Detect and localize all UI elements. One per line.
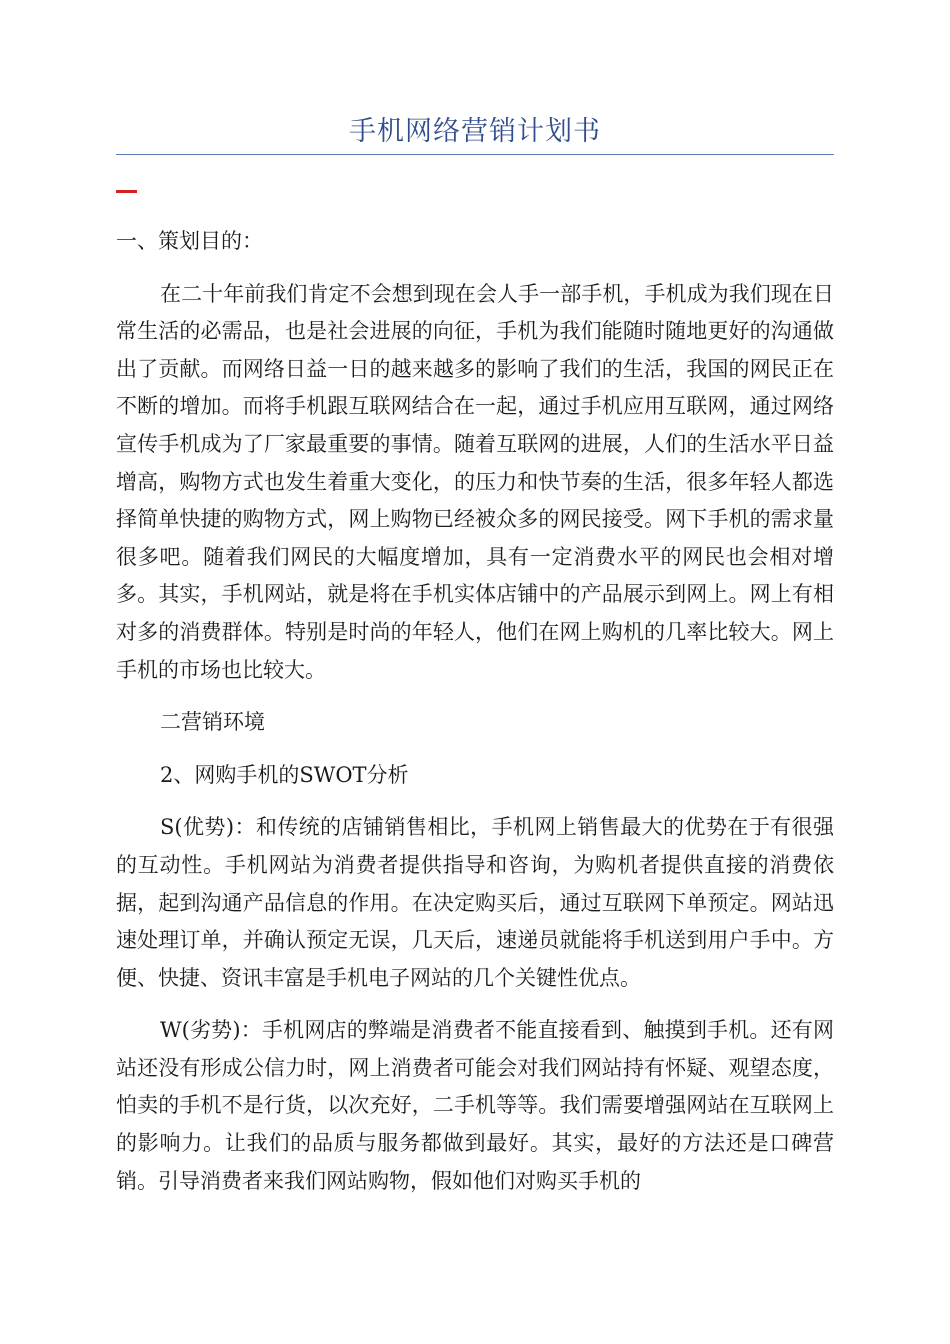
section-heading-swot: 2、网购手机的SWOT分析 <box>160 762 409 787</box>
paragraph-weaknesses: W(劣势)：手机网店的弊端是消费者不能直接看到、触摸到手机。还有网站还没有形成公信力时，网上消费者可能会对我们网站持有怀疑、观望态度，怕卖的手机不是行货，以次充好，二手机等等。我们需要增强网站在互联网上的影响力。让我们的品质与服务都做到最好。其实，最好的方法还是口碑营销。引导消费者来我们网站购物，假如他们对购买手机的 <box>116 1018 834 1193</box>
document-title: 手机网络营销计划书 <box>349 116 601 147</box>
paragraph-strengths: S(优势)：和传统的店铺销售相比，手机网上销售最大的优势在于有很强的互动性。手机网站为消费者提供指导和咨询，为购机者提供直接的消费依据，起到沟通产品信息的作用。在决定购买后，通过互联网下单预定。网站迅速处理订单，并确认预定无误，几天后，速递员就能将手机送到用户手中。方便、快捷、资讯丰富是手机电子网站的几个关键性优点。 <box>116 815 834 990</box>
section-heading-environment: 二营销环境 <box>160 710 265 735</box>
title-underline <box>116 154 834 155</box>
red-accent-mark <box>116 190 137 193</box>
document-body <box>116 223 834 1215</box>
section-heading-purpose: 一、策划目的： <box>116 229 263 253</box>
paragraph-purpose: 在二十年前我们肯定不会想到现在会人手一部手机，手机成为我们现在日常生活的必需品，也是社会进展的向征，手机为我们能随时随地更好的沟通做出了贡献。而网络日益一日的越来越多的影响了我们的生活，我国的网民正在不断的增加。而将手机跟互联网结合在一起，通过手机应用互联网，通过网络宣传手机成为了厂家最重要的事情。随着互联网的进展，人们的生活水平日益增高，购物方式也发生着重大变化，的压力和快节奏的生活，很多年轻人都选择简单快捷的购物方式，网上购物已经被众多的网民接受。网下手机的需求量很多吧。随着我们网民的大幅度增加，具有一定消费水平的网民也会相对增多。其实，手机网站，就是将在手机实体店铺中的产品展示到网上。网上有相对多的消费群体。特别是时尚的年轻人，他们在网上购机的几率比较大。网上手机的市场也比较大。 <box>116 281 834 682</box>
